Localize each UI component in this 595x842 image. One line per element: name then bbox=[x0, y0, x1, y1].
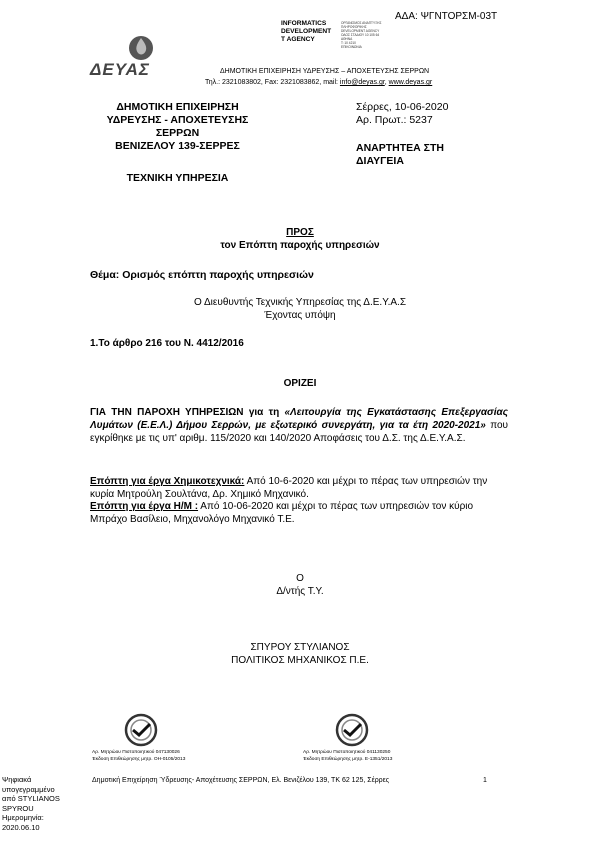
certificate-number: Αρ. Μητρώου Πιστοποιητικού 041130250 bbox=[303, 750, 391, 755]
signatory-name: ΣΠΥΡΟΥ ΣΤΥΛΙΑΝΟΣ bbox=[250, 642, 350, 653]
recipient-block bbox=[100, 226, 500, 252]
paragraph-lead: ΓΙΑ ΤΗΝ ΠΑΡΟΧΗ ΥΠΗΡΕΣΙΩΝ για τη bbox=[90, 407, 285, 418]
ida-line: T AGENCY bbox=[281, 36, 315, 43]
ida-line: INFORMATICS bbox=[281, 20, 327, 27]
ida-small-line: ΕΠΙΚΟΙΝΩΝΙΑ bbox=[341, 45, 362, 49]
digital-signature-line: SPYROU bbox=[2, 803, 34, 813]
posting-notice bbox=[356, 142, 444, 168]
ida-small-line: ΑΘΗΝΑ bbox=[341, 37, 353, 41]
ida-line: DEVELOPMENT bbox=[281, 28, 332, 35]
digital-signature-stamp bbox=[2, 775, 82, 832]
signature-role-abbrev: Δ/ντής Τ.Υ. bbox=[276, 586, 324, 597]
certification-seal-icon bbox=[335, 713, 369, 747]
sender-block bbox=[80, 101, 275, 153]
supervisor-item bbox=[90, 501, 508, 526]
ida-small-line: DEVELOPMENT AGENCY bbox=[341, 29, 380, 33]
contact-text: Τηλ.: 2321083802, Fax: 2321083862, mail: bbox=[205, 79, 340, 86]
certificate-issuer: Έκδοση Επιθεώρησης μητρ. ΟΗ-0105/2013 bbox=[92, 757, 186, 762]
notice-line: ΔΙΑΥΓΕΙΑ bbox=[356, 155, 404, 167]
recipient-value: τον Επόπτη παροχής υπηρεσιών bbox=[220, 240, 380, 251]
certificate-number: Αρ. Μητρώου Πιστοποιητικού 047130026 bbox=[92, 750, 180, 755]
certificate-issuer: Έκδοση Επιθεώρησης μητρ. Ε-1351/2013 bbox=[303, 757, 393, 762]
director-line: Ο Διευθυντής Τεχνικής Υπηρεσίας της Δ.Ε.Υ.Α.Σ bbox=[193, 297, 407, 308]
supervisor-text: Από 10-6-2020 και μέχρι το πέρας των υπηρεσιών την κυρία Μητρούλη Σουλτάνα, Δρ. Χημικό Μηχανικό. bbox=[90, 476, 488, 500]
sender-line: ΒΕΝΙΖΕΛΟΥ 139-ΣΕΡΡΕΣ bbox=[115, 140, 240, 152]
meta-block bbox=[356, 101, 448, 127]
sender-line: ΣΕΡΡΩΝ bbox=[155, 127, 200, 139]
ada-code: ΑΔΑ: ΨΓΝΤΟΡΣΜ-03Τ bbox=[395, 11, 498, 22]
ida-small-line: ΠΛΗΡΟΦΟΡΙΚΗΣ bbox=[341, 25, 367, 29]
logo-text: ΔΕΥΑΣ bbox=[90, 60, 150, 79]
ida-small-line: ΟΔΟΣ ΣΤΑΔΙΟΥ 10 105 64 bbox=[341, 33, 380, 37]
supervisor-label: Επόπτη για έργα Η/Μ : bbox=[90, 501, 199, 512]
signature-title bbox=[200, 572, 400, 598]
supervisor-item bbox=[90, 476, 508, 501]
document-date: Σέρρες, 10-06-2020 bbox=[356, 101, 449, 113]
digital-signature-line: 2020.06.10 bbox=[2, 822, 40, 832]
director-line: Έχοντας υπόψη bbox=[264, 310, 336, 321]
recipient-label: ΠΡΟΣ bbox=[286, 227, 314, 238]
ida-small-text bbox=[341, 21, 401, 49]
footer-address: Δημοτική Επιχείρηση Ύδρευσης- Αποχέτευσης ΣΕΡΡΩΝ, Ελ. Βενιζέλου 139, ΤΚ 62 125, Σέρρες bbox=[92, 777, 390, 784]
sender-line: ΔΗΜΟΤΙΚΗ ΕΠΙΧΕΙΡΗΣΗ bbox=[116, 101, 239, 113]
supervisor-text: Από 10-06-2020 και μέχρι το πέρας των υπηρεσιών τον κύριο Μπράχο Βασίλειο, Μηχανολόγο Μηχανικό Τ.Ε. bbox=[90, 501, 474, 525]
supervisor-label: Επόπτη για έργα Χημικοτεχνικά: bbox=[90, 476, 245, 487]
ida-small-line: ΟΡΓΑΝΙΣΜΟΣ ΑΝΑΠΤΥΞΗΣ bbox=[341, 21, 382, 25]
letterhead-org: ΔΗΜΟΤΙΚΗ ΕΠΙΧΕΙΡΗΣΗ ΥΔΡΕΥΣΗΣ – ΑΠΟΧΕΤΕΥΣΗΣ ΣΕΡΡΩΝ bbox=[220, 68, 430, 75]
decides-heading: ΟΡΙΖΕΙ bbox=[283, 378, 317, 389]
certification-seal-icon bbox=[124, 713, 158, 747]
digital-signature-line: Ημερομηνία: bbox=[2, 813, 44, 822]
supervisors-block bbox=[90, 476, 508, 526]
separator: , bbox=[384, 79, 389, 86]
certificate-mark bbox=[92, 713, 202, 771]
deyas-logo bbox=[90, 33, 168, 78]
director-block bbox=[100, 296, 500, 322]
letterhead-contact bbox=[205, 79, 432, 86]
digital-signature-line: Ψηφιακά bbox=[2, 775, 32, 784]
decision-paragraph bbox=[90, 406, 508, 445]
notice-line: ΑΝΑΡΤΗΤΕΑ ΣΤΗ bbox=[356, 142, 444, 154]
ida-logo-text bbox=[281, 20, 341, 44]
water-drop-icon bbox=[126, 33, 156, 61]
paragraph-tail: που εγκρίθηκε με τις υπ' αριθμ. 115/2020 και 140/2020 Αποφάσεις του Δ.Σ. της Δ.Ε.Υ.Α.Σ. bbox=[90, 420, 508, 444]
paragraph-project: «Λειτουργία της Εγκατάστασης Επεξεργασίας Λυμάτων (Ε.Ε.Λ.) Δήμου Σερρών, με εξωτερικό συνεργάτη, για τα έτη 2020-2021» bbox=[90, 407, 508, 431]
subject-line: Θέμα: Ορισμός επόπτη παροχής υπηρεσιών bbox=[90, 269, 314, 281]
protocol-number: Αρ. Πρωτ.: 5237 bbox=[356, 114, 433, 126]
sender-service: ΤΕΧΝΙΚΗ ΥΠΗΡΕΣΙΑ bbox=[126, 172, 229, 184]
signature-name-block bbox=[150, 641, 450, 667]
page-number: 1 bbox=[483, 777, 487, 784]
certificate-mark bbox=[303, 713, 413, 771]
email-link[interactable]: info@deyas.gr bbox=[339, 79, 385, 86]
signature-o: Ο bbox=[296, 573, 304, 584]
signatory-role: ΠΟΛΙΤΙΚΟΣ ΜΗΧΑΝΙΚΟΣ Π.Ε. bbox=[231, 655, 369, 666]
ida-small-line: Τ: 10 4210 bbox=[341, 41, 356, 45]
sender-line: ΥΔΡΕΥΣΗΣ - ΑΠΟΧΕΤΕΥΣΗΣ bbox=[106, 114, 249, 126]
digital-signature-line: από STYLIANOS bbox=[2, 794, 60, 803]
digital-signature-line: υπογεγραμμένο bbox=[2, 784, 55, 794]
article-reference: 1.Το άρθρο 216 του Ν. 4412/2016 bbox=[90, 338, 244, 349]
web-link[interactable]: www.deyas.gr bbox=[388, 79, 433, 86]
